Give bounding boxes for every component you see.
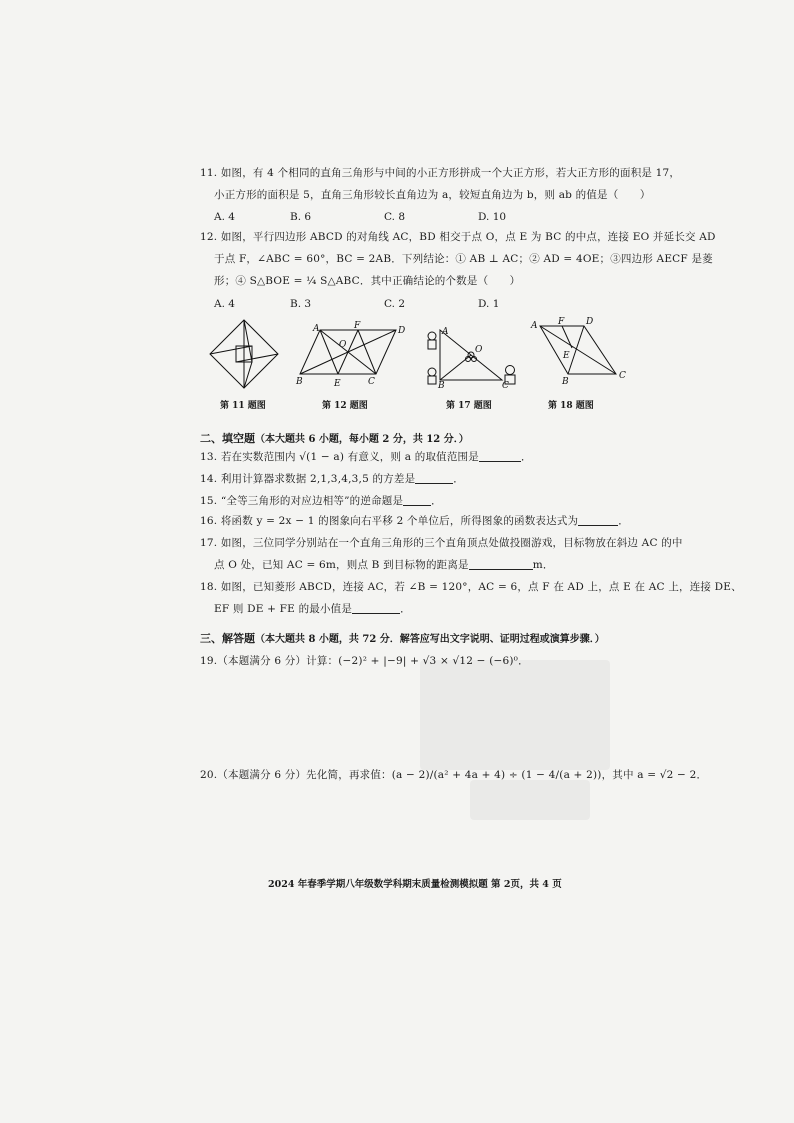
section-2-note: （本大题共 6 小题，每小题 2 分，共 12 分．） [255, 434, 469, 445]
q11-option-a[interactable]: A. 4 [214, 211, 235, 223]
figure-11 [208, 318, 280, 390]
figure-17 [424, 322, 524, 391]
q14: 14. 利用计算器求数据 2,1,3,4,3,5 的方差是 ． [200, 473, 464, 485]
fig18-label-e: E [563, 351, 570, 361]
q13-answer-blank[interactable] [479, 450, 521, 462]
q11-option-b[interactable]: B. 6 [290, 211, 312, 223]
fig12-label-o: O [339, 340, 347, 350]
fig12-label-e: E [334, 379, 341, 389]
fig12-label-a: A [313, 324, 320, 334]
figure-12 [296, 322, 406, 392]
fig12-label-f: F [354, 321, 361, 331]
q12-option-d[interactable]: D. 1 [478, 298, 500, 310]
q18-answer-blank[interactable] [352, 602, 400, 614]
q18-line2: EF 则 DE + FE 的最小值是 ． [214, 603, 411, 615]
q12-line1: 12. 如图，平行四边形 ABCD 的对角线 AC，BD 相交于点 O，点 E 为 BC 的中点，连接 EO 并延长交 AD [200, 231, 716, 243]
scan-smudge [470, 780, 590, 820]
fig18-label-f: F [558, 317, 565, 327]
q11-line1: 11. 如图，有 4 个相同的直角三角形与中间的小正方形拼成一个大正方形，若大正方形的面积是 17， [200, 167, 681, 179]
q17-answer-blank[interactable] [469, 558, 533, 570]
q17-unit: m． [532, 559, 554, 571]
q17-line2-text: 点 O 处，已知 AC = 6m，则点 B 到目标物的距离是 [214, 559, 469, 571]
fig12-label-b: B [296, 377, 303, 387]
q12-option-c[interactable]: C. 2 [384, 298, 406, 310]
q18-line1: 18. 如图，已知菱形 ABCD，连接 AC，若 ∠B = 120°，AC = 6，点 F 在 AD 上，点 E 在 AC 上，连接 DE、 [200, 581, 742, 593]
q11-option-d[interactable]: D. 10 [478, 211, 507, 223]
figure-17-caption: 第 17 题图 [446, 401, 492, 411]
section-3-note: （本大题共 8 小题，共 72 分．解答应写出文字说明、证明过程或演算步骤．） [255, 634, 605, 645]
fig18-label-d: D [586, 317, 594, 327]
q12-option-a[interactable]: A. 4 [214, 298, 235, 310]
q14-answer-blank[interactable] [415, 472, 453, 484]
q16-text: 16. 将函数 y = 2x − 1 的图象向右平移 2 个单位后，所得图象的函数表达式为 [200, 515, 579, 527]
scan-smudge [420, 660, 610, 770]
q14-text: 14. 利用计算器求数据 2,1,3,4,3,5 的方差是 [200, 473, 416, 485]
section-3-title: 三、解答题 [200, 632, 255, 645]
q11-option-c[interactable]: C. 8 [384, 211, 406, 223]
figure-12-caption: 第 12 题图 [322, 401, 368, 411]
fig18-label-b: B [562, 377, 569, 387]
q17-line2 [214, 558, 554, 572]
page-footer: 2024 年春季学期八年级数学科期末质量检测模拟题 第 2页，共 4 页 [268, 879, 562, 890]
q15-answer-blank[interactable] [403, 494, 431, 506]
q12-option-b[interactable]: B. 3 [290, 298, 312, 310]
q13-text: 13. 若在实数范围内 √(1 − a) 有意义，则 a 的取值范围是 [200, 451, 479, 463]
q19: 19.（本题满分 6 分）计算：(−2)² + |−9| + √3 × √12 − (−6)⁰． [200, 655, 529, 667]
fig17-label-a: A [442, 327, 449, 337]
q13: 13. 若在实数范围内 √(1 − a) 有意义，则 a 的取值范围是 ． [200, 451, 532, 463]
q15-text: 15. “全等三角形的对应边相等”的逆命题是 [200, 495, 404, 507]
figure-18-caption: 第 18 题图 [548, 401, 594, 411]
fig12-label-d: D [398, 326, 406, 336]
q16: 16. 将函数 y = 2x − 1 的图象向右平移 2 个单位后，所得图象的函数表达式为 ． [200, 515, 629, 527]
q12-line2: 于点 F，∠ABC = 60°，BC = 2AB．下列结论：① AB ⊥ AC；② AD = 4OE；③四边形 AECF 是菱 [214, 253, 713, 265]
fig17-label-o: O [475, 345, 483, 355]
section-3-heading [200, 630, 605, 646]
q18-line2-text: EF 则 DE + FE 的最小值是 [214, 603, 353, 615]
figure-11-caption: 第 11 题图 [220, 401, 266, 411]
fig18-label-a: A [531, 321, 538, 331]
section-2-title: 二、填空题 [200, 432, 255, 445]
q15: 15. “全等三角形的对应边相等”的逆命题是 ． [200, 495, 442, 507]
fig17-label-b: B [438, 381, 445, 391]
fig17-label-c: C [502, 381, 509, 391]
q11-line2: 小正方形的面积是 5，直角三角形较长直角边为 a，较短直角边为 b，则 ab 的值是（ ） [214, 189, 651, 201]
figure-18 [528, 316, 628, 388]
q12-line3: 形；④ S△BOE = ¼ S△ABC．其中正确结论的个数是（ ） [214, 275, 521, 287]
section-2-heading [200, 430, 469, 446]
fig12-label-c: C [368, 377, 375, 387]
q16-answer-blank[interactable] [578, 514, 618, 526]
q17-line1: 17. 如图，三位同学分别站在一个直角三角形的三个直角顶点处做投圈游戏，目标物放在斜边 AC 的中 [200, 537, 683, 549]
fig18-label-c: C [619, 371, 626, 381]
q20: 20.（本题满分 6 分）先化简，再求值：(a − 2)/(a² + 4a + 4) ÷ (1 − 4/(a + 2))，其中 a = √2 − 2． [200, 769, 708, 781]
